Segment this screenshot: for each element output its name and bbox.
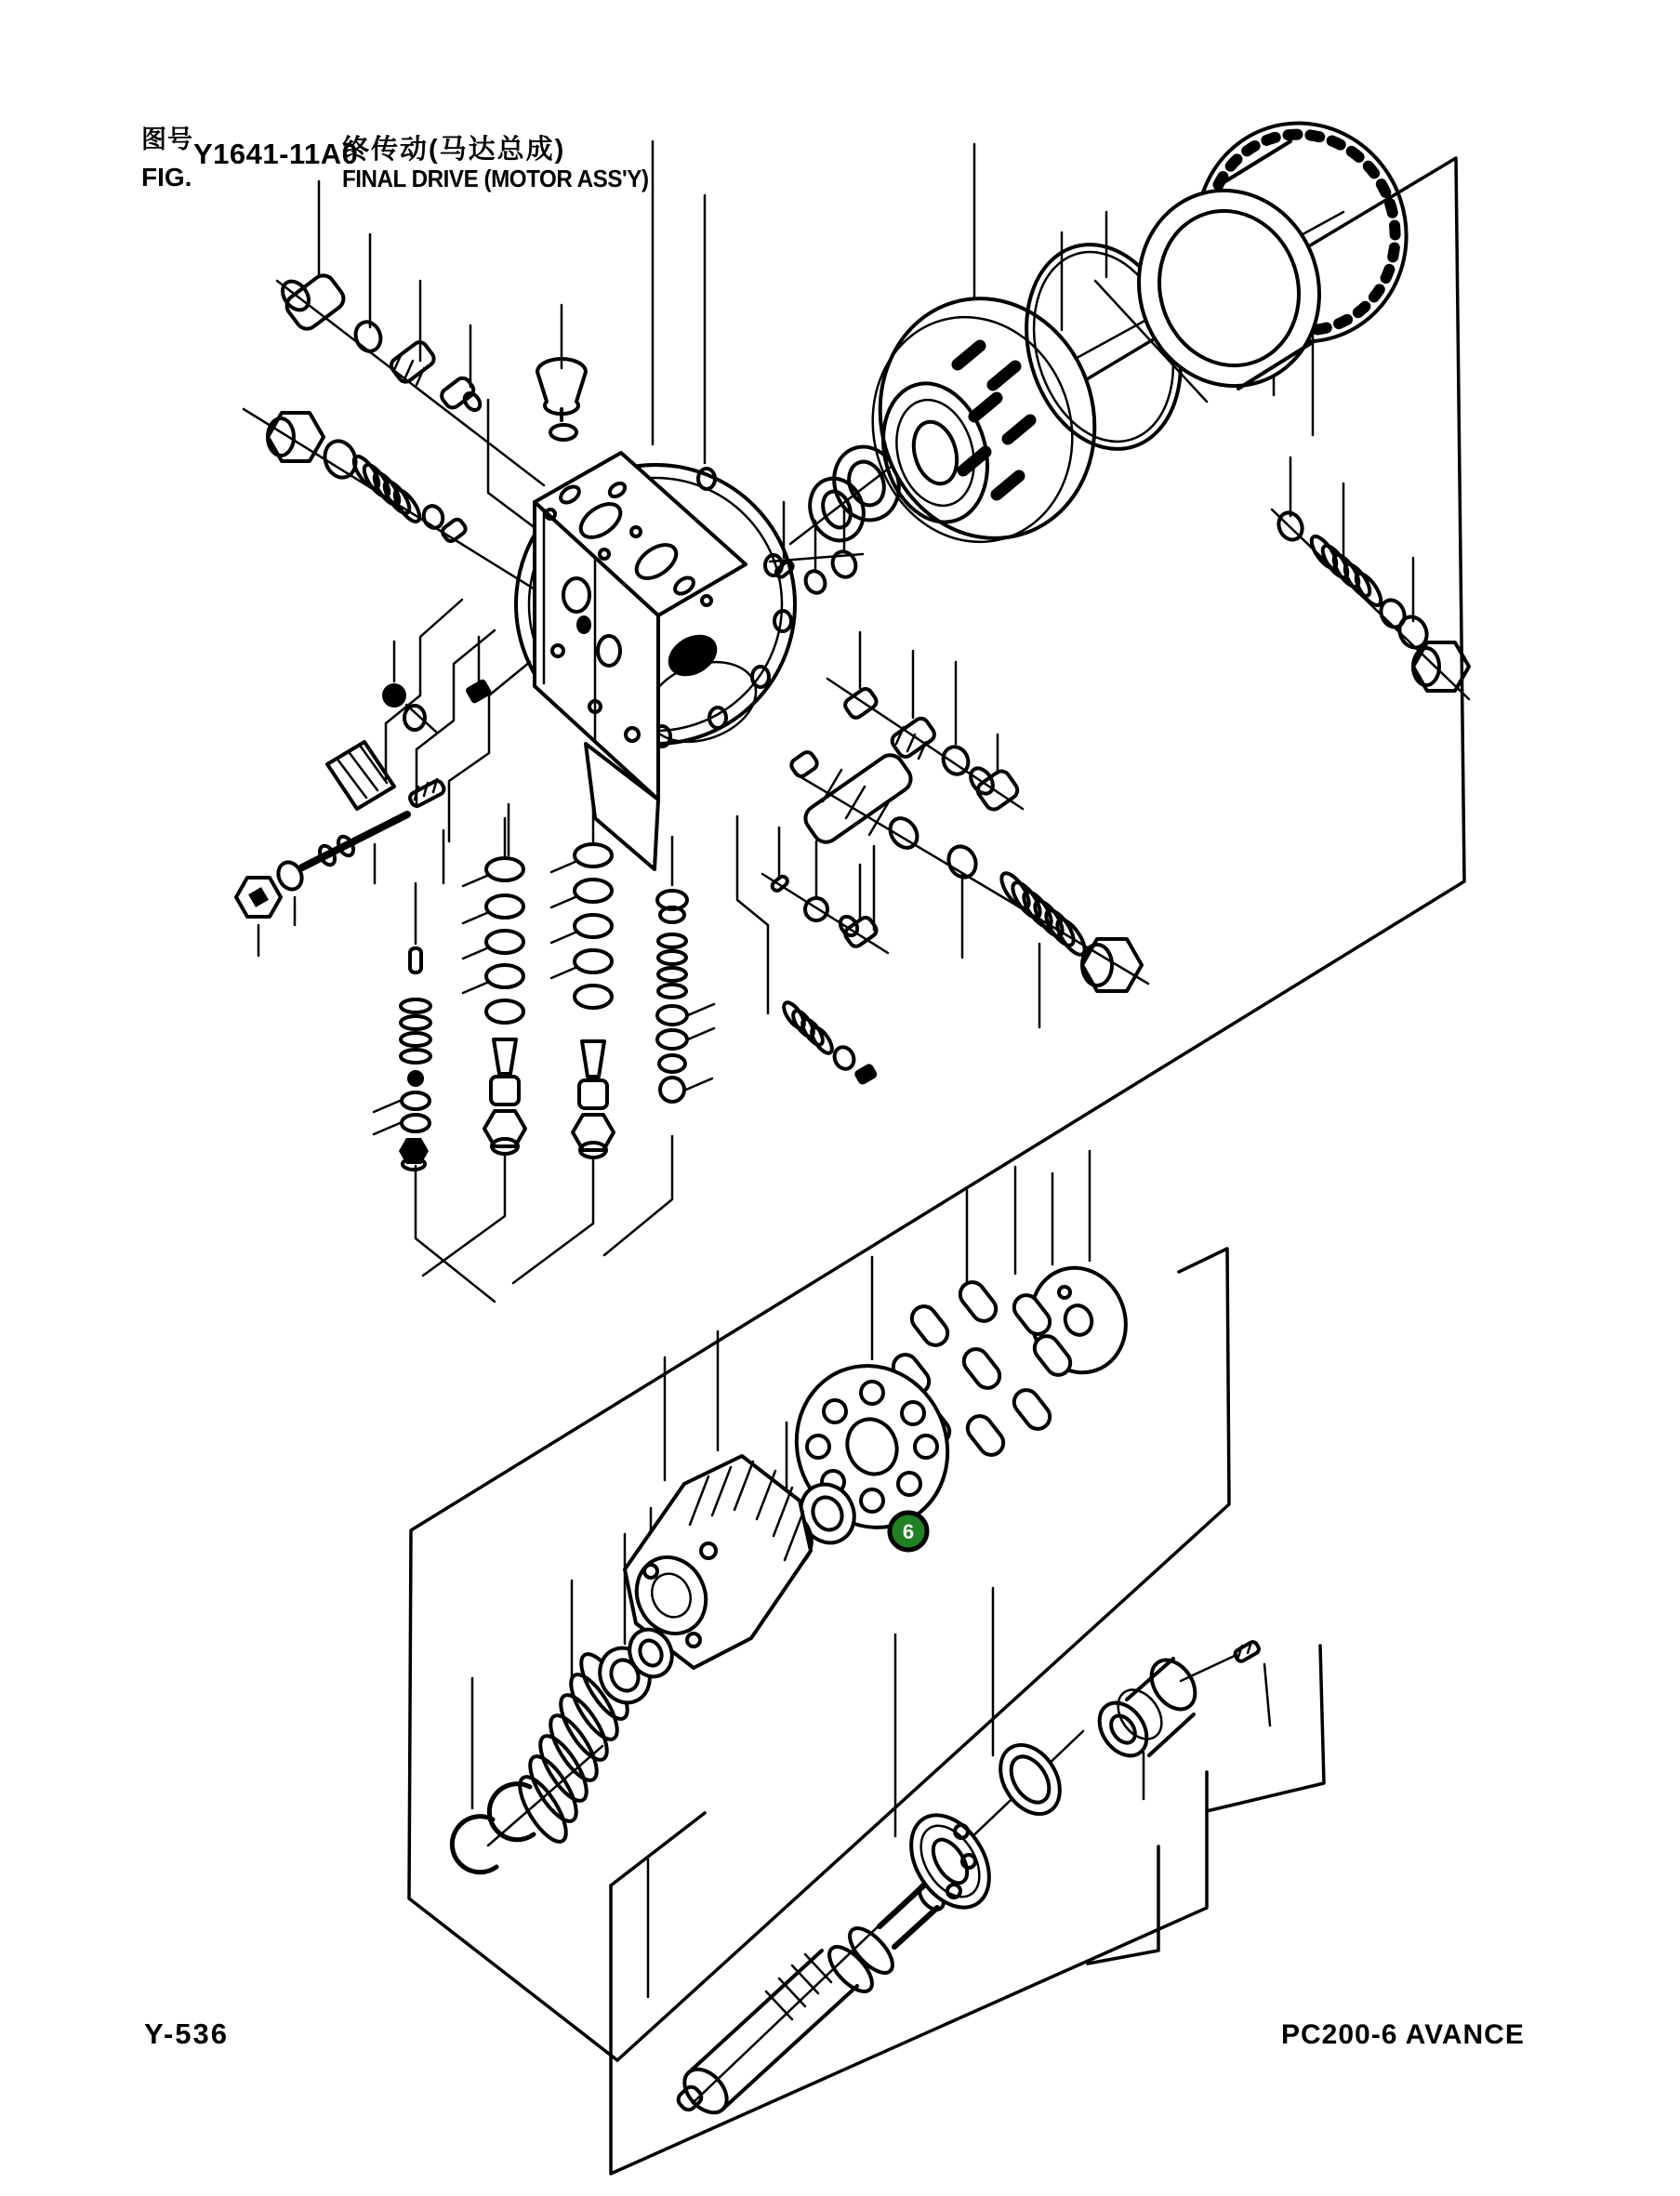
hex-plug-spring-set (268, 413, 468, 543)
callout-badge-6[interactable] (890, 1513, 927, 1550)
plug-and-fittings (277, 271, 483, 414)
figure-number: Y1641-11A0 (193, 138, 359, 170)
relief-valve-stack-1 (374, 948, 430, 1170)
figure-label-chinese: 图号 (141, 126, 193, 153)
relief-valve-stack-3 (551, 844, 614, 1158)
adjuster-rod (236, 779, 446, 917)
relief-valve-stack-4 (657, 891, 714, 1102)
page-code: Y-536 (144, 2017, 230, 2050)
breather-valve (537, 359, 586, 440)
callout-number: 6 (902, 1520, 915, 1543)
figure-title-chinese: 终传动(马达总成) (342, 135, 566, 165)
small-spring-plug-set (780, 999, 879, 1086)
retainer-plate (327, 742, 394, 809)
relief-spring-plug-right (1275, 509, 1469, 691)
spool-spring-plug-set (789, 749, 1142, 991)
model-code: PC200-6 AVANCE (1281, 2019, 1525, 2050)
brake-drum-hub (846, 273, 1122, 566)
cylinder-spring (511, 1622, 680, 1848)
ball-and-seat (382, 678, 493, 730)
leader-lines (244, 141, 1469, 2103)
ball-bearing (895, 1801, 1005, 1922)
relief-valve-stack-2 (463, 858, 525, 1154)
ring-gear (1114, 96, 1435, 409)
figure-label: FIG. (141, 163, 192, 192)
figure-title-english: FINAL DRIVE (MOTOR ASS'Y) (342, 165, 649, 192)
bushing-part (1090, 1640, 1261, 1765)
oil-seal-ring (988, 1734, 1072, 1825)
